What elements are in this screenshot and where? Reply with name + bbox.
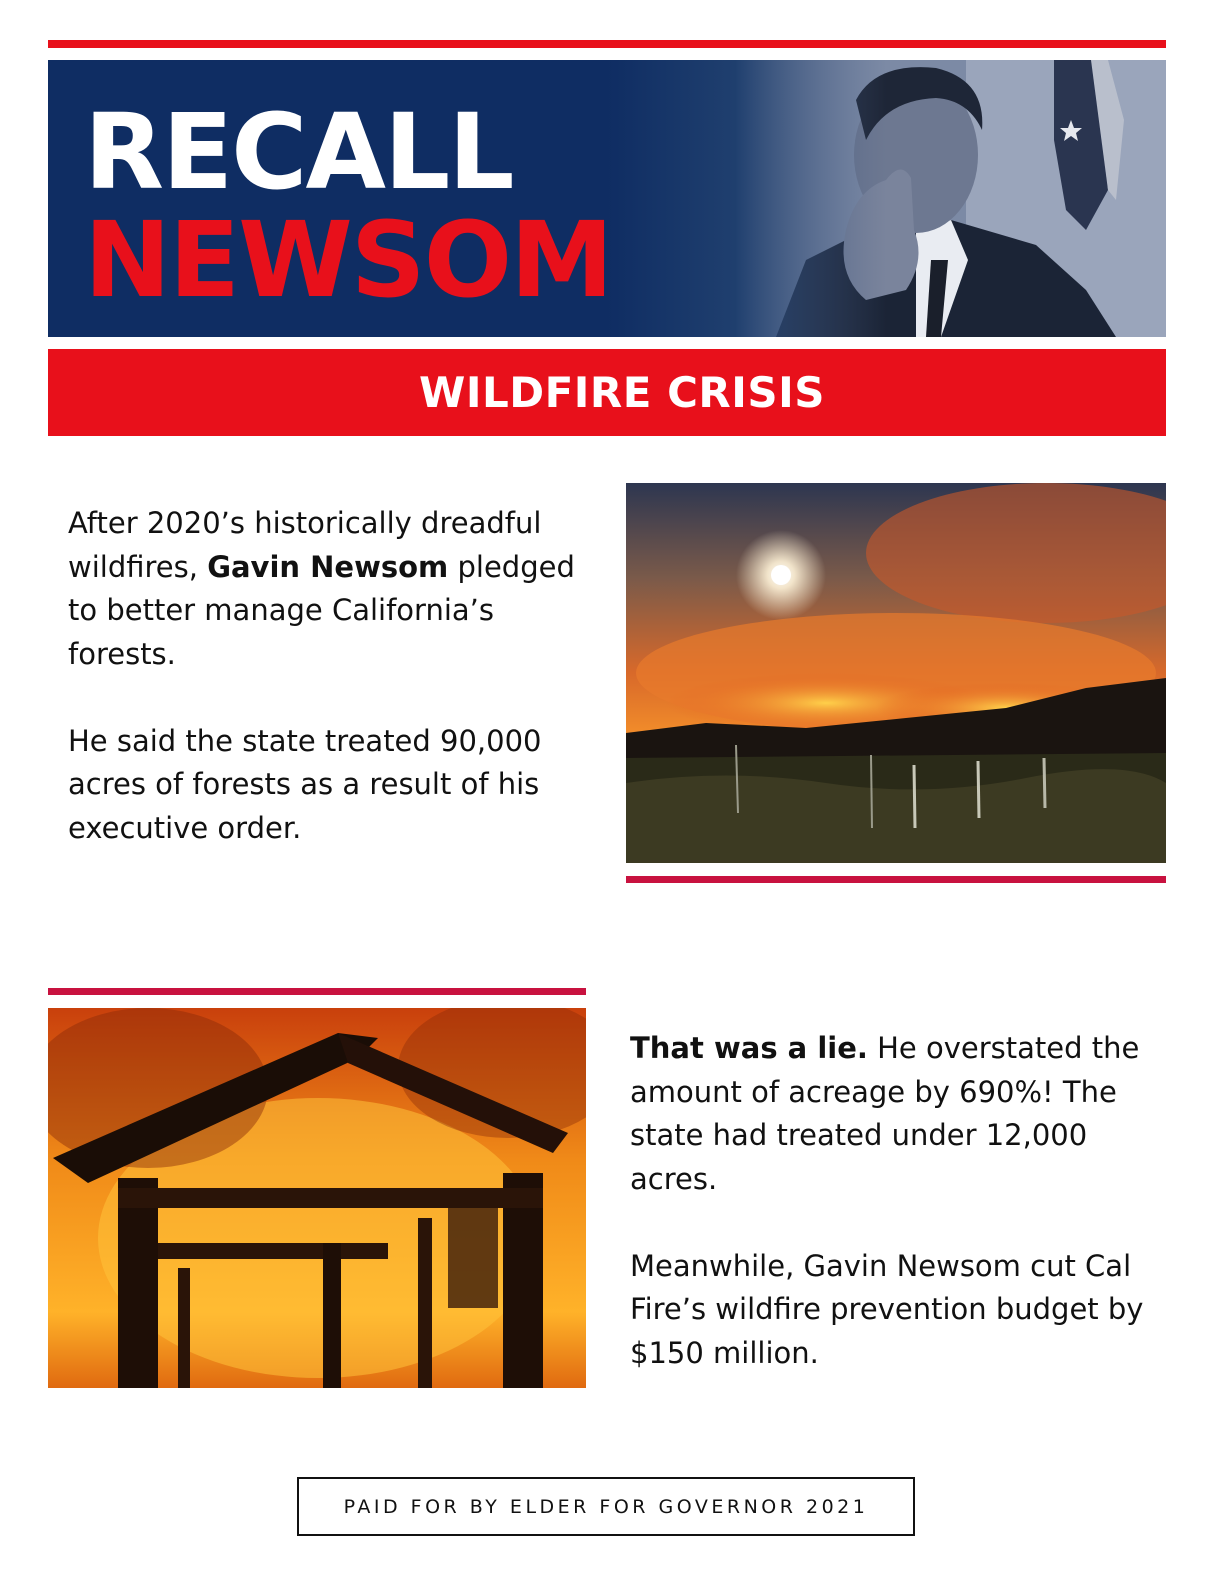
section-2-paragraph-1 — [630, 1027, 1160, 1201]
newsom-photo — [736, 60, 1166, 337]
section-1-paragraph-2: He said the state treated 90,000 acres of forests as a result of his executive order. — [68, 723, 542, 845]
subtitle-text: WILDFIRE CRISIS — [419, 368, 825, 417]
section-1-paragraph-1 — [68, 502, 588, 676]
image-2-accent-rule — [48, 988, 586, 995]
paid-for-disclaimer-box — [297, 1477, 915, 1536]
section-2-text — [630, 1027, 1160, 1375]
title-recall: RECALL — [84, 91, 513, 213]
section-1-para-1-before: After 2020’s historically dreadful wildfires, — [68, 506, 542, 584]
wildfire-photo — [626, 483, 1166, 863]
header-banner — [48, 60, 1166, 337]
image-1-accent-rule — [626, 876, 1166, 883]
section-1-para-1-after: pledged to better manage California’s forests. — [68, 549, 575, 671]
section-2-paragraph-2: Meanwhile, Gavin Newsom cut Cal Fire’s wildfire prevention budget by $150 million. — [630, 1248, 1144, 1370]
section-1-para-1-bold: Gavin Newsom — [207, 549, 449, 584]
top-red-rule — [48, 40, 1166, 48]
section-2-para-1-after: He overstated the amount of acreage by 690%! The state had treated under 12,000 acres. — [630, 1031, 1140, 1196]
title-newsom: NEWSOM — [84, 199, 612, 321]
paid-for-disclaimer-text: PAID FOR BY ELDER FOR GOVERNOR 2021 — [343, 1495, 869, 1518]
burning-house-photo — [48, 1008, 586, 1388]
section-1-text — [68, 502, 588, 850]
section-2-para-1-bold: That was a lie. — [630, 1031, 868, 1065]
subtitle-bar — [48, 349, 1166, 436]
